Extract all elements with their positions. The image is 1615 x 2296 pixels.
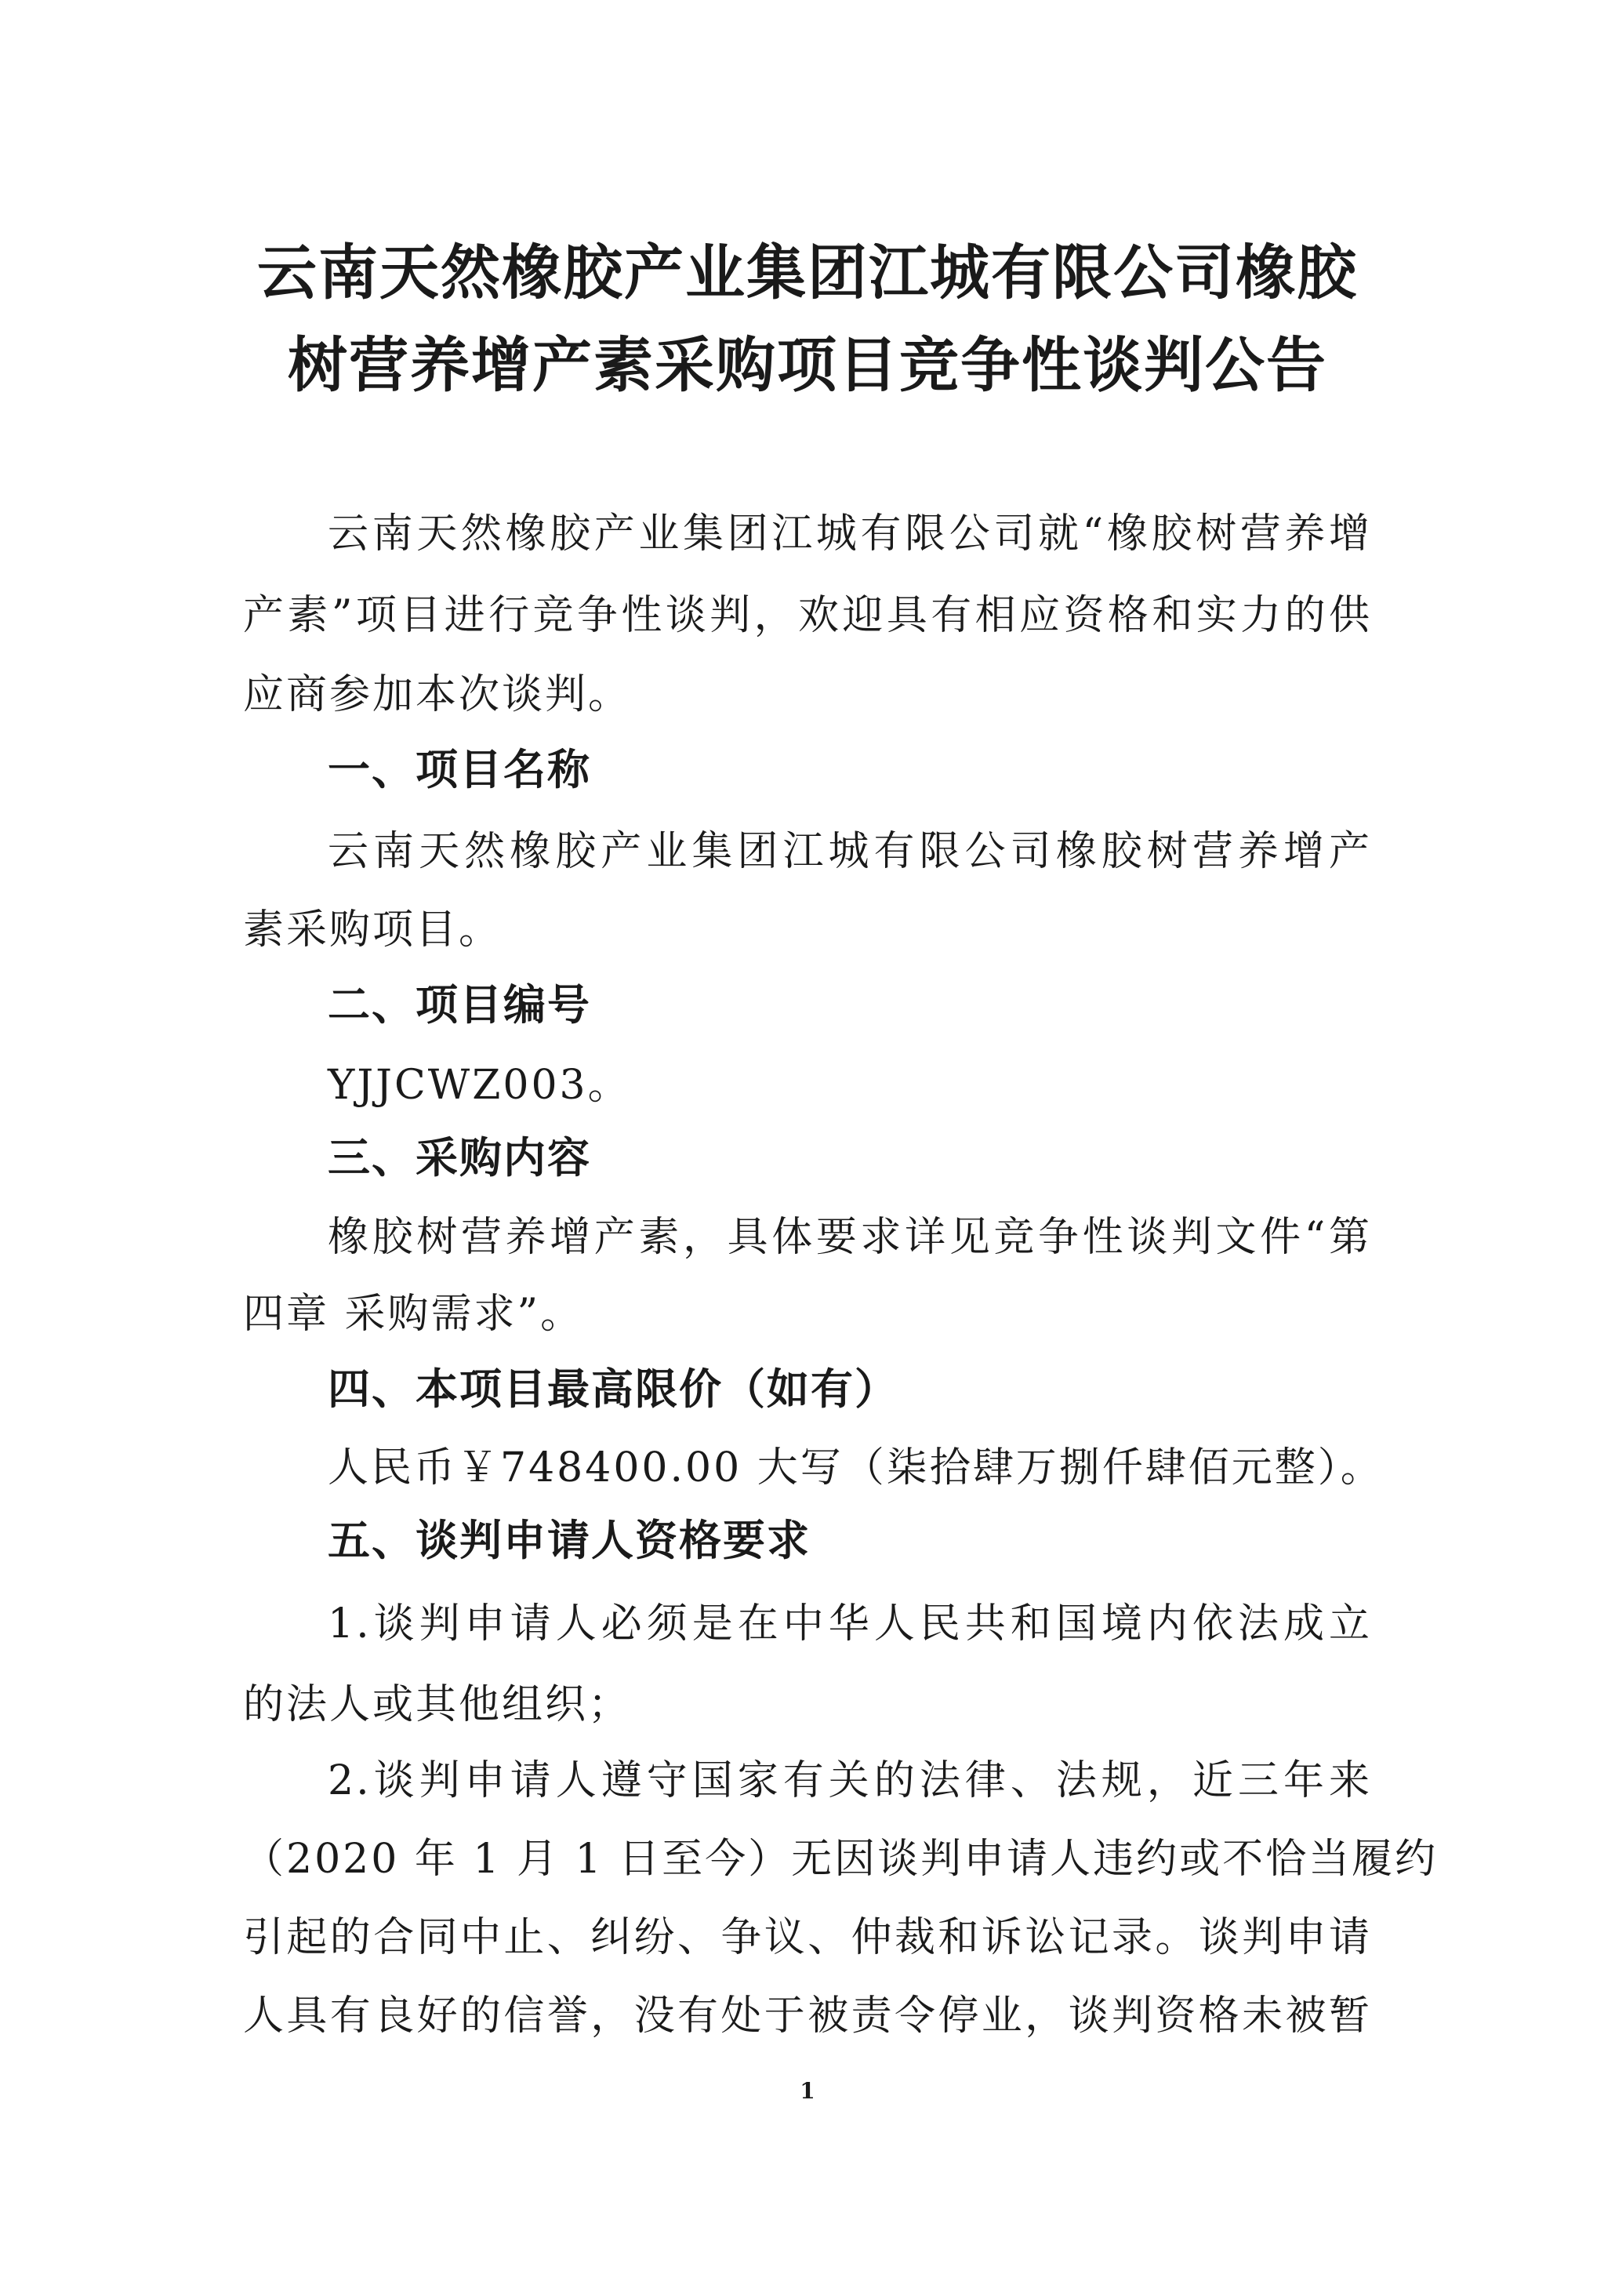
section-5-item-2-line-1: 2.谈判申请人遵守国家有关的法律、法规，近三年来	[328, 1757, 1372, 1804]
section-1-heading: 一、项目名称	[328, 745, 591, 794]
section-1-body-line-1: 云南天然橡胶产业集团江城有限公司橡胶树营养增产	[328, 828, 1372, 875]
section-5-item-1-line-1: 1.谈判申请人必须是在中华人民共和国境内依法成立	[328, 1600, 1372, 1648]
section-3-body-line-2: 四章 采购需求”。	[243, 1291, 584, 1338]
intro-line-3: 应商参加本次谈判。	[243, 671, 632, 718]
section-3-heading: 三、采购内容	[328, 1133, 591, 1183]
document-title-line-1: 云南天然橡胶产业集团江城有限公司橡胶	[257, 238, 1358, 307]
intro-line-2: 产素”项目进行竞争性谈判，欢迎具有相应资格和实力的供	[243, 592, 1372, 639]
section-4-body: 人民币￥748400.00 大写（柒拾肆万捌仟肆佰元整）。	[328, 1444, 1384, 1491]
section-5-item-2-line-2: （2020 年 1 月 1 日至今）无因谈判申请人违约或不恰当履约	[243, 1836, 1439, 1883]
document-title-line-2: 树营养增产素采购项目竞争性谈判公告	[288, 330, 1327, 400]
section-2-heading: 二、项目编号	[328, 980, 591, 1030]
section-1-body-line-2: 素采购项目。	[243, 906, 503, 954]
section-4-heading: 四、本项目最高限价（如有）	[328, 1364, 898, 1414]
page-number: 1	[800, 2078, 815, 2104]
section-5-heading: 五、谈判申请人资格要求	[328, 1516, 811, 1565]
section-5-item-1-line-2: 的法人或其他组织；	[243, 1681, 632, 1728]
section-5-item-2-line-4: 人具有良好的信誉，没有处于被责令停业，谈判资格未被暂	[243, 1993, 1372, 2040]
section-5-item-2-line-3: 引起的合同中止、纠纷、争议、仲裁和诉讼记录。谈判申请	[243, 1914, 1372, 1961]
section-2-body: YJJCWZ003。	[328, 1062, 631, 1109]
section-3-body-line-1: 橡胶树营养增产素，具体要求详见竞争性谈判文件“第	[328, 1214, 1372, 1261]
intro-line-1: 云南天然橡胶产业集团江城有限公司就“橡胶树营养增	[328, 510, 1372, 558]
